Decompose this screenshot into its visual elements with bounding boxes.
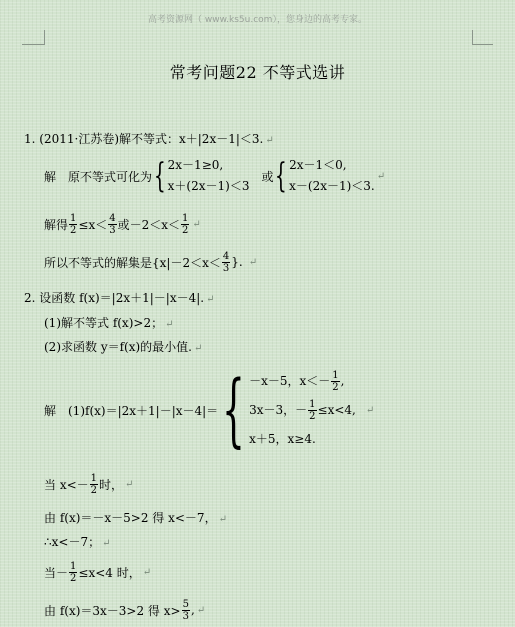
fraction-denominator: 2 xyxy=(182,224,189,236)
fraction-denominator: 3 xyxy=(222,262,230,274)
piecewise-line-3: x＋5，x≥4. xyxy=(249,431,316,446)
case-b-lines xyxy=(289,155,375,197)
left-brace-case-b: { xyxy=(275,156,288,196)
fraction-denominator: 2 xyxy=(332,381,339,393)
fraction-1-2 xyxy=(69,213,77,236)
problem-2-part-2 xyxy=(44,338,202,355)
fraction-1-2d xyxy=(308,399,316,422)
when-1-suffix: 时， xyxy=(99,477,124,492)
problem-2-stem xyxy=(24,289,215,306)
fraction-denominator: 2 xyxy=(309,410,316,422)
paragraph-mark: ↵ xyxy=(125,478,134,490)
result-text-2: ≤x＜ xyxy=(78,217,108,232)
piecewise-line-2 xyxy=(249,396,374,425)
piecewise-end-1: , xyxy=(340,373,345,388)
case-a-line-1: 2x－1≥0, xyxy=(167,158,224,172)
paragraph-mark: ↵ xyxy=(192,218,201,230)
fraction-1-2e xyxy=(90,473,98,496)
problem-1-stem xyxy=(24,130,274,147)
document-title: 常考问题22 不等式选讲 xyxy=(169,63,346,82)
paragraph-mark: ↵ xyxy=(206,294,215,305)
derivation-2 xyxy=(44,596,205,624)
piecewise-lines xyxy=(249,367,374,454)
problem-1-solution-set xyxy=(44,248,257,276)
or-word: 或 xyxy=(261,169,274,184)
problem-2-part-1 xyxy=(44,314,173,331)
result-prefix: 解得 xyxy=(44,217,69,232)
fraction-denominator: 2 xyxy=(70,224,77,236)
fraction-numerator: 1 xyxy=(182,212,189,224)
solution-set-suffix: }. xyxy=(231,255,243,269)
fraction-1-2c xyxy=(331,370,339,393)
fraction-denominator: 2 xyxy=(70,572,77,584)
when-2-prefix: 当－ xyxy=(44,565,69,580)
fraction-numerator: 1 xyxy=(90,472,98,484)
fraction-numerator: 5 xyxy=(182,598,189,610)
when-2-suffix: ≤x<4 时， xyxy=(78,565,141,580)
case-a-lines xyxy=(168,155,250,197)
fraction-numerator: 1 xyxy=(70,212,77,224)
paragraph-mark: ↵ xyxy=(193,343,203,354)
paragraph-mark: ↵ xyxy=(365,404,375,416)
therefore-1 xyxy=(44,533,110,550)
fraction-numerator: 1 xyxy=(70,560,77,572)
fraction-denominator: 3 xyxy=(182,610,189,622)
therefore-1-text: ∴x<－7； xyxy=(44,535,101,549)
piecewise-line-1 xyxy=(249,367,374,396)
fraction-numerator: 4 xyxy=(109,212,116,224)
page-header-text: 高考资源网（ www.ks5u.com），您身边的高考专家。 xyxy=(148,15,367,25)
fraction-4-3b xyxy=(222,251,230,274)
fraction-1-2f xyxy=(69,561,77,584)
derivation-2-prefix: 由 f(x)＝3x－3>2 得 x> xyxy=(44,603,181,618)
when-1-prefix: 当 x<－ xyxy=(44,477,89,492)
paragraph-mark: ↵ xyxy=(142,566,152,578)
case-b-line-1: 2x－1＜0, xyxy=(289,158,347,172)
solve-prefix-1: 解 原不等式可化为 xyxy=(44,169,153,184)
case-when-2 xyxy=(44,558,151,586)
paragraph-mark: ↵ xyxy=(265,135,274,146)
fraction-denominator: 3 xyxy=(109,224,116,236)
fraction-1-2b xyxy=(181,213,189,236)
problem-2-piecewise xyxy=(44,363,375,456)
fraction-numerator: 4 xyxy=(222,250,230,262)
solve-prefix-2: 解 (1)f(x)＝|2x＋1|－|x－4|＝ xyxy=(44,403,219,418)
paragraph-mark: ↵ xyxy=(196,604,206,616)
fraction-numerator: 1 xyxy=(309,398,316,410)
case-a-line-2: x＋(2x－1)＜3 xyxy=(167,179,250,193)
case-b-line-2: x－(2x－1)＜3. xyxy=(289,179,375,193)
problem-1-result xyxy=(44,210,201,238)
case-when-1 xyxy=(44,470,133,498)
problem-2-number: 2. xyxy=(24,291,36,305)
problem-1-text: (2011·江苏卷)解不等式：x＋|2x－1|＜3. xyxy=(39,132,264,146)
paragraph-mark: ↵ xyxy=(165,319,174,330)
derivation-2-suffix: , xyxy=(190,603,195,617)
piecewise-expr-1: －x－5，x＜－ xyxy=(249,373,331,388)
problem-1-case-system xyxy=(44,155,385,197)
paragraph-mark: ↵ xyxy=(248,256,258,268)
fraction-5-3 xyxy=(182,599,190,622)
fraction-numerator: 1 xyxy=(332,369,339,381)
solution-set-prefix: 所以不等式的解集是{x|－2＜x＜ xyxy=(44,255,221,270)
part-2-text: (2)求函数 y＝f(x)的最小值. xyxy=(44,340,192,354)
paragraph-mark: ↵ xyxy=(376,170,386,182)
left-brace-piecewise: { xyxy=(222,363,246,456)
left-brace-case-a: { xyxy=(153,156,166,196)
page-corner-mark-left xyxy=(22,30,45,45)
fraction-denominator: 2 xyxy=(90,484,98,496)
paragraph-mark: ↵ xyxy=(102,538,111,549)
derivation-1 xyxy=(44,509,227,526)
problem-2-text: 设函数 f(x)＝|2x＋1|－|x－4|. xyxy=(39,291,205,305)
piecewise-end-2: ≤x<4, xyxy=(317,402,356,417)
part-1-text: (1)解不等式 f(x)>2； xyxy=(44,316,164,330)
problem-1-number: 1. xyxy=(24,132,36,146)
fraction-4-3 xyxy=(108,213,116,236)
paragraph-mark: ↵ xyxy=(218,514,227,525)
derivation-1-text: 由 f(x)＝－x－5>2 得 x<－7， xyxy=(44,511,217,525)
piecewise-expr-2: 3x－3，－ xyxy=(249,402,308,417)
page-corner-mark-right xyxy=(472,30,493,45)
result-text-4: 或－2＜x＜ xyxy=(117,217,180,232)
